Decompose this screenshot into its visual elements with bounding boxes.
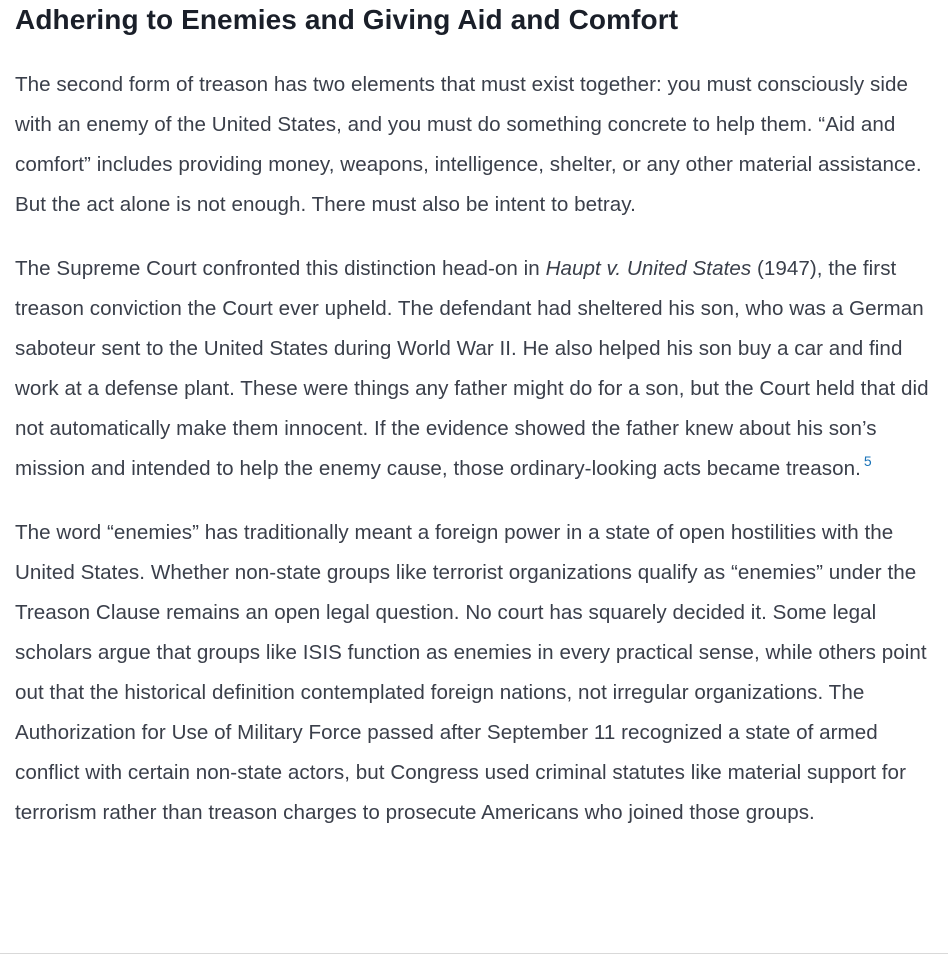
paragraph-elements-of-treason: The second form of treason has two elements that must exist together: you must consciously side with an enemy of the United States, and you must do something concrete to help them. “Aid and comfort” includes providing money, weapons, intelligence, shelter, or any other material assistance. But the act alone is not enough. There must also be intent to betray. (15, 73, 922, 216)
case-name: Haupt v. United States (545, 257, 752, 280)
article (15, 0, 940, 833)
section-heading: Adhering to Enemies and Giving Aid and Comfort (15, 4, 679, 35)
paragraph-haupt-case (15, 249, 940, 489)
paragraph-text: (1947), the first treason conviction the Court ever upheld. The defendant had sheltered his son, who was a German saboteur sent to the United States during World War II. He also helped his son buy a car and find work at a defense plant. These were things any father might do for a son, but the Court held that did not automatically make them innocent. If the evidence showed the father knew about his son’s mission and intended to help the enemy cause, those ordinary-looking acts became treason. (15, 257, 929, 480)
paragraph-text: The Supreme Court confronted this distinction head-on in (15, 257, 546, 280)
footnote-link[interactable]: 5 (863, 453, 872, 469)
paragraph-enemies-definition: The word “enemies” has traditionally meant a foreign power in a state of open hostilities with the United States. Whether non-state groups like terrorist organizations qualify as “enemies” under the Treason Clause remains an open legal question. No court has squarely decided it. Some legal scholars argue that groups like ISIS function as enemies in every practical sense, while others point out that the historical definition contemplated foreign nations, not irregular organizations. The Authorization for Use of Military Force passed after September 11 recognized a state of armed conflict with certain non-state actors, but Congress used criminal statutes like material support for terrorism rather than treason charges to prosecute Americans who joined those groups. (15, 521, 927, 824)
